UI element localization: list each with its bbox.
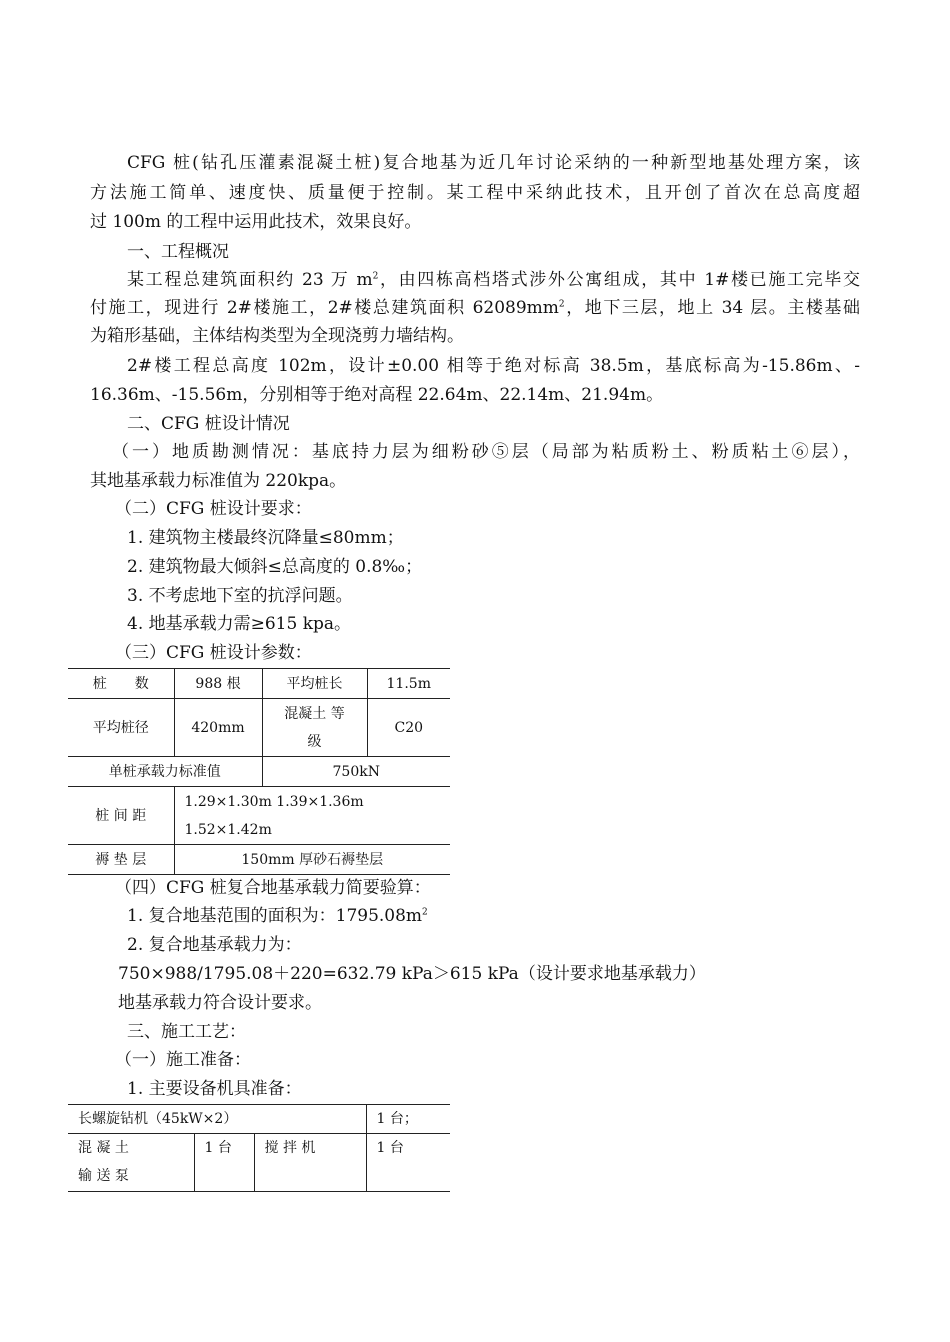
section-2-heading: 二、CFG 桩设计情况 xyxy=(127,414,290,434)
height-line-2: 16.36m、-15.56m，分别相等于绝对高程 22.64m、22.14m、21.94m。 xyxy=(90,385,664,405)
equipment-pump-qty: 1 台 xyxy=(194,1134,254,1192)
height-line-1: 2#楼工程总高度 102m，设计±0.00 相等于绝对标高 38.5m，基底标高为-15.86m、- xyxy=(127,356,860,376)
check-item-2: 2. 复合地基承载力为： xyxy=(127,935,302,955)
equipment-heading: 1. 主要设备机具准备： xyxy=(127,1079,302,1099)
param-label-cushion: 褥 垫 层 xyxy=(68,845,174,875)
requirement-1: 1. 建筑物主楼最终沉降量≤80mm； xyxy=(127,528,404,548)
check-calculation: 750×988/1795.08＋220=632.79 kPa＞615 kPa（设计要求地基承载力） xyxy=(118,964,706,984)
requirement-2: 2. 建筑物最大倾斜≤总高度的 0.8‰； xyxy=(127,557,423,577)
equipment-mixer: 搅 拌 机 xyxy=(254,1134,366,1192)
param-label-pile-length: 平均桩长 xyxy=(262,669,367,699)
overview-line-2: 付施工，现进行 2#楼施工，2#楼总建筑面积 $62089mm^2$，地下三层，地上 34 层。主楼基础 xyxy=(90,298,860,318)
param-value-pile-count: 988 根 xyxy=(174,669,262,699)
intro-line-3: 过 100m 的工程中运用此技术，效果良好。 xyxy=(90,212,422,232)
overview-line-1: 某工程总建筑面积约 23 万 $m^2$，由四栋高档塔式涉外公寓组成，其中 1#楼已施工完毕交 xyxy=(127,270,860,290)
param-value-pile-length: 11.5m xyxy=(367,669,450,699)
construction-prep-heading: （一）施工准备： xyxy=(115,1050,251,1070)
overview-line-3: 为箱形基础，主体结构类型为全现浇剪力墙结构。 xyxy=(90,326,464,346)
param-value-pile-spacing: 1.29×1.30m 1.39×1.36m 1.52×1.42m xyxy=(174,787,450,845)
param-label-pile-diameter: 平均桩径 xyxy=(68,699,174,757)
param-label-concrete-grade: 混凝土 等 级 xyxy=(262,699,367,757)
intro-line-2: 方法施工简单、速度快、质量便于控制。某工程中采纳此技术，且开创了首次在总高度超 xyxy=(90,183,860,203)
param-label-pile-count: 桩 数 xyxy=(68,669,174,699)
equipment-mixer-qty: 1 台 xyxy=(366,1134,450,1192)
design-parameters-heading: （三）CFG 桩设计参数： xyxy=(115,643,312,663)
param-value-cushion: 150mm 厚砂石褥垫层 xyxy=(174,845,450,875)
param-label-pile-spacing: 桩 间 距 xyxy=(68,787,174,845)
section-4-heading: （四）CFG 桩复合地基承载力简要验算： xyxy=(115,878,431,898)
check-conclusion: 地基承载力符合设计要求。 xyxy=(118,993,322,1013)
equipment-pump: 混 凝 土 输 送 泵 xyxy=(68,1134,194,1192)
requirement-3: 3. 不考虑地下室的抗浮问题。 xyxy=(127,586,353,606)
equipment-drill: 长螺旋钻机（45kW×2） xyxy=(68,1105,366,1134)
equipment-table xyxy=(68,1104,450,1192)
geology-line-1: （一）地质勘测情况：基底持力层为细粉砂⑤层（局部为粘质粉土、粉质粘土⑥层）， xyxy=(112,442,860,462)
equipment-drill-qty: 1 台； xyxy=(366,1105,450,1134)
param-value-pile-diameter: 420mm xyxy=(174,699,262,757)
section-3-heading: 三、施工工艺： xyxy=(127,1022,246,1042)
param-value-bearing-capacity: 750kN xyxy=(262,757,450,787)
check-item-1: 1. 复合地基范围的面积为：$1795.08m^2$ xyxy=(127,906,428,926)
requirement-4: 4. 地基承载力需≥615 kpa。 xyxy=(127,614,352,634)
intro-line-1: CFG 桩(钻孔压灌素混凝土桩)复合地基为近几年讨论采纳的一种新型地基处理方案，该 xyxy=(127,153,860,173)
design-requirements-heading: （二）CFG 桩设计要求： xyxy=(115,499,312,519)
param-value-concrete-grade: C20 xyxy=(367,699,450,757)
design-parameters-table xyxy=(68,668,450,875)
geology-line-2: 其地基承载力标准值为 220kpa。 xyxy=(90,471,347,491)
param-label-bearing-capacity: 单桩承载力标准值 xyxy=(68,757,262,787)
section-1-heading: 一、工程概况 xyxy=(127,242,229,262)
